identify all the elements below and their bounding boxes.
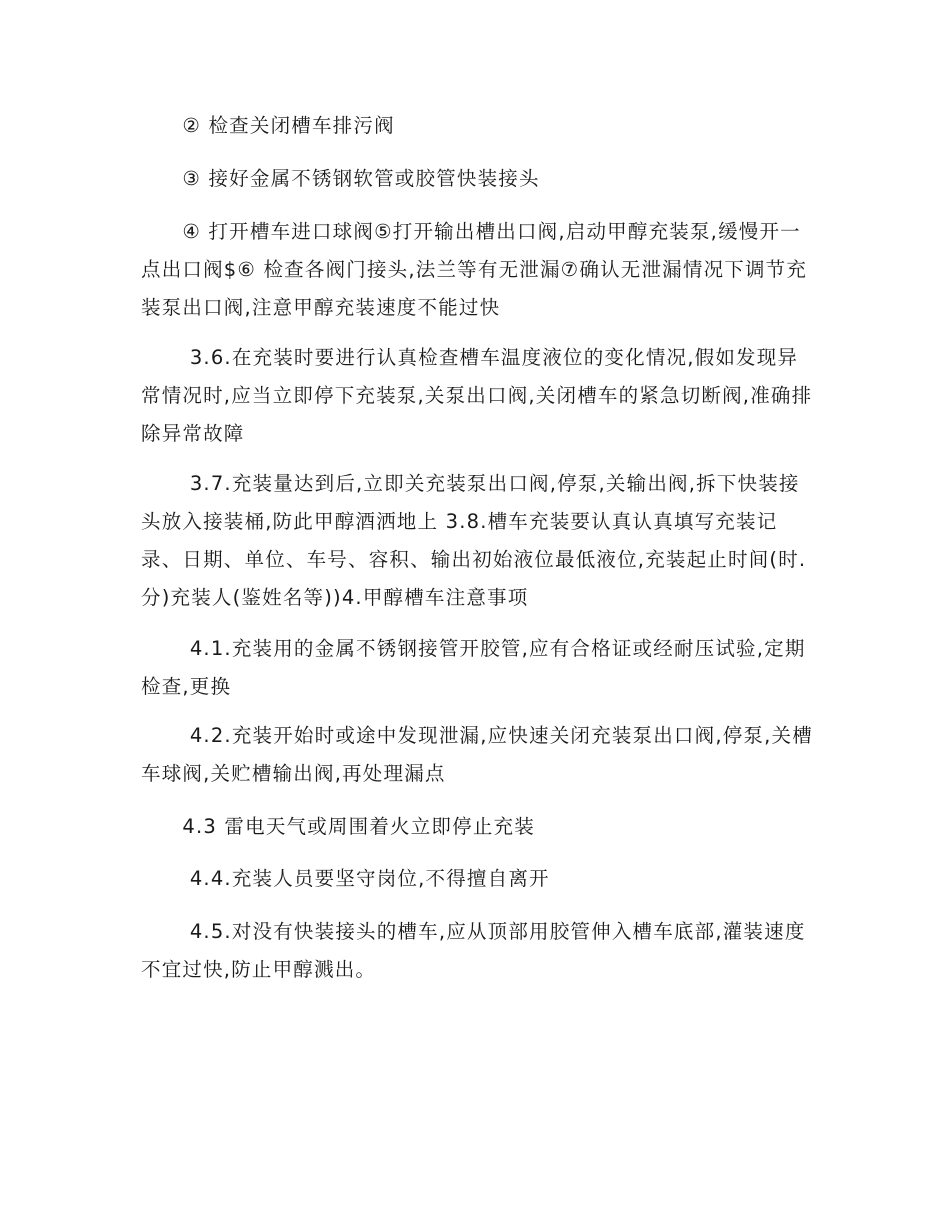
paragraph-indent bbox=[141, 637, 190, 660]
paragraph-indent bbox=[141, 114, 182, 137]
paragraph-steps-4-7 bbox=[141, 213, 813, 327]
paragraph-text: 3.7.充装量达到后,立即关充装泵出口阀,停泵,关输出阀,拆下快装接头放入接装桶,防此甲醇酒洒地上 3.8.槽车充装要认真认真填写充装记录、日期、单位、车号、容积、输出初始液位最低液位,充装起止时间(时.分)充装人(鉴姓名等))4.甲醇槽车注意事项 bbox=[141, 472, 807, 609]
paragraph-4-5 bbox=[141, 913, 813, 989]
paragraph-4-2 bbox=[141, 717, 813, 793]
paragraph-indent bbox=[141, 346, 190, 369]
paragraph-3-6 bbox=[141, 339, 813, 453]
paragraph-text: 4.5.对没有快装接头的槽车,应从顶部用胶管伸入槽车底部,灌装速度不宜过快,防止甲醇溅出。 bbox=[141, 920, 806, 981]
paragraph-text: ③ 接好金属不锈钢软管或胶管快装接头 bbox=[182, 167, 540, 190]
paragraph-indent bbox=[141, 867, 190, 890]
paragraph-indent bbox=[141, 220, 182, 243]
paragraph-4-4 bbox=[141, 860, 813, 898]
paragraph-text: ② 检查关闭槽车排污阀 bbox=[182, 114, 395, 137]
paragraph-indent bbox=[141, 920, 190, 943]
paragraph-3-7 bbox=[141, 465, 813, 617]
paragraph-text: 3.6.在充装时要进行认真检查槽车温度液位的变化情况,假如发现异常情况时,应当立即停下充装泵,关泵出口阀,关闭槽车的紧急切断阀,准确排除异常故障 bbox=[141, 346, 813, 445]
paragraph-text: 4.2.充装开始时或途中发现泄漏,应快速关闭充装泵出口阀,停泵,关槽车球阀,关贮槽输出阀,再处理漏点 bbox=[141, 724, 813, 785]
paragraph-4-1 bbox=[141, 630, 813, 706]
paragraph-step-2 bbox=[141, 107, 813, 145]
paragraph-indent bbox=[141, 472, 190, 495]
paragraph-text: ④ 打开槽车进口球阀⑤打开输出槽出口阀,启动甲醇充装泵,缓慢开一点出口阀$⑥ 检查各阀门接头,法兰等有无泄漏⑦确认无泄漏情况下调节充装泵出口阀,注意甲醇充装速度不能过快 bbox=[141, 220, 808, 319]
paragraph-indent bbox=[141, 167, 182, 190]
paragraph-text: 4.3 雷电天气或周围着火立即停止充装 bbox=[182, 815, 535, 838]
paragraph-4-3 bbox=[141, 808, 813, 846]
paragraph-indent bbox=[141, 724, 190, 747]
paragraph-text: 4.1.充装用的金属不锈钢接管开胶管,应有合格证或经耐压试验,定期检查,更换 bbox=[141, 637, 806, 698]
paragraph-indent bbox=[141, 815, 182, 838]
paragraph-step-3 bbox=[141, 160, 813, 198]
paragraph-text: 4.4.充装人员要坚守岗位,不得擅自离开 bbox=[189, 867, 550, 890]
